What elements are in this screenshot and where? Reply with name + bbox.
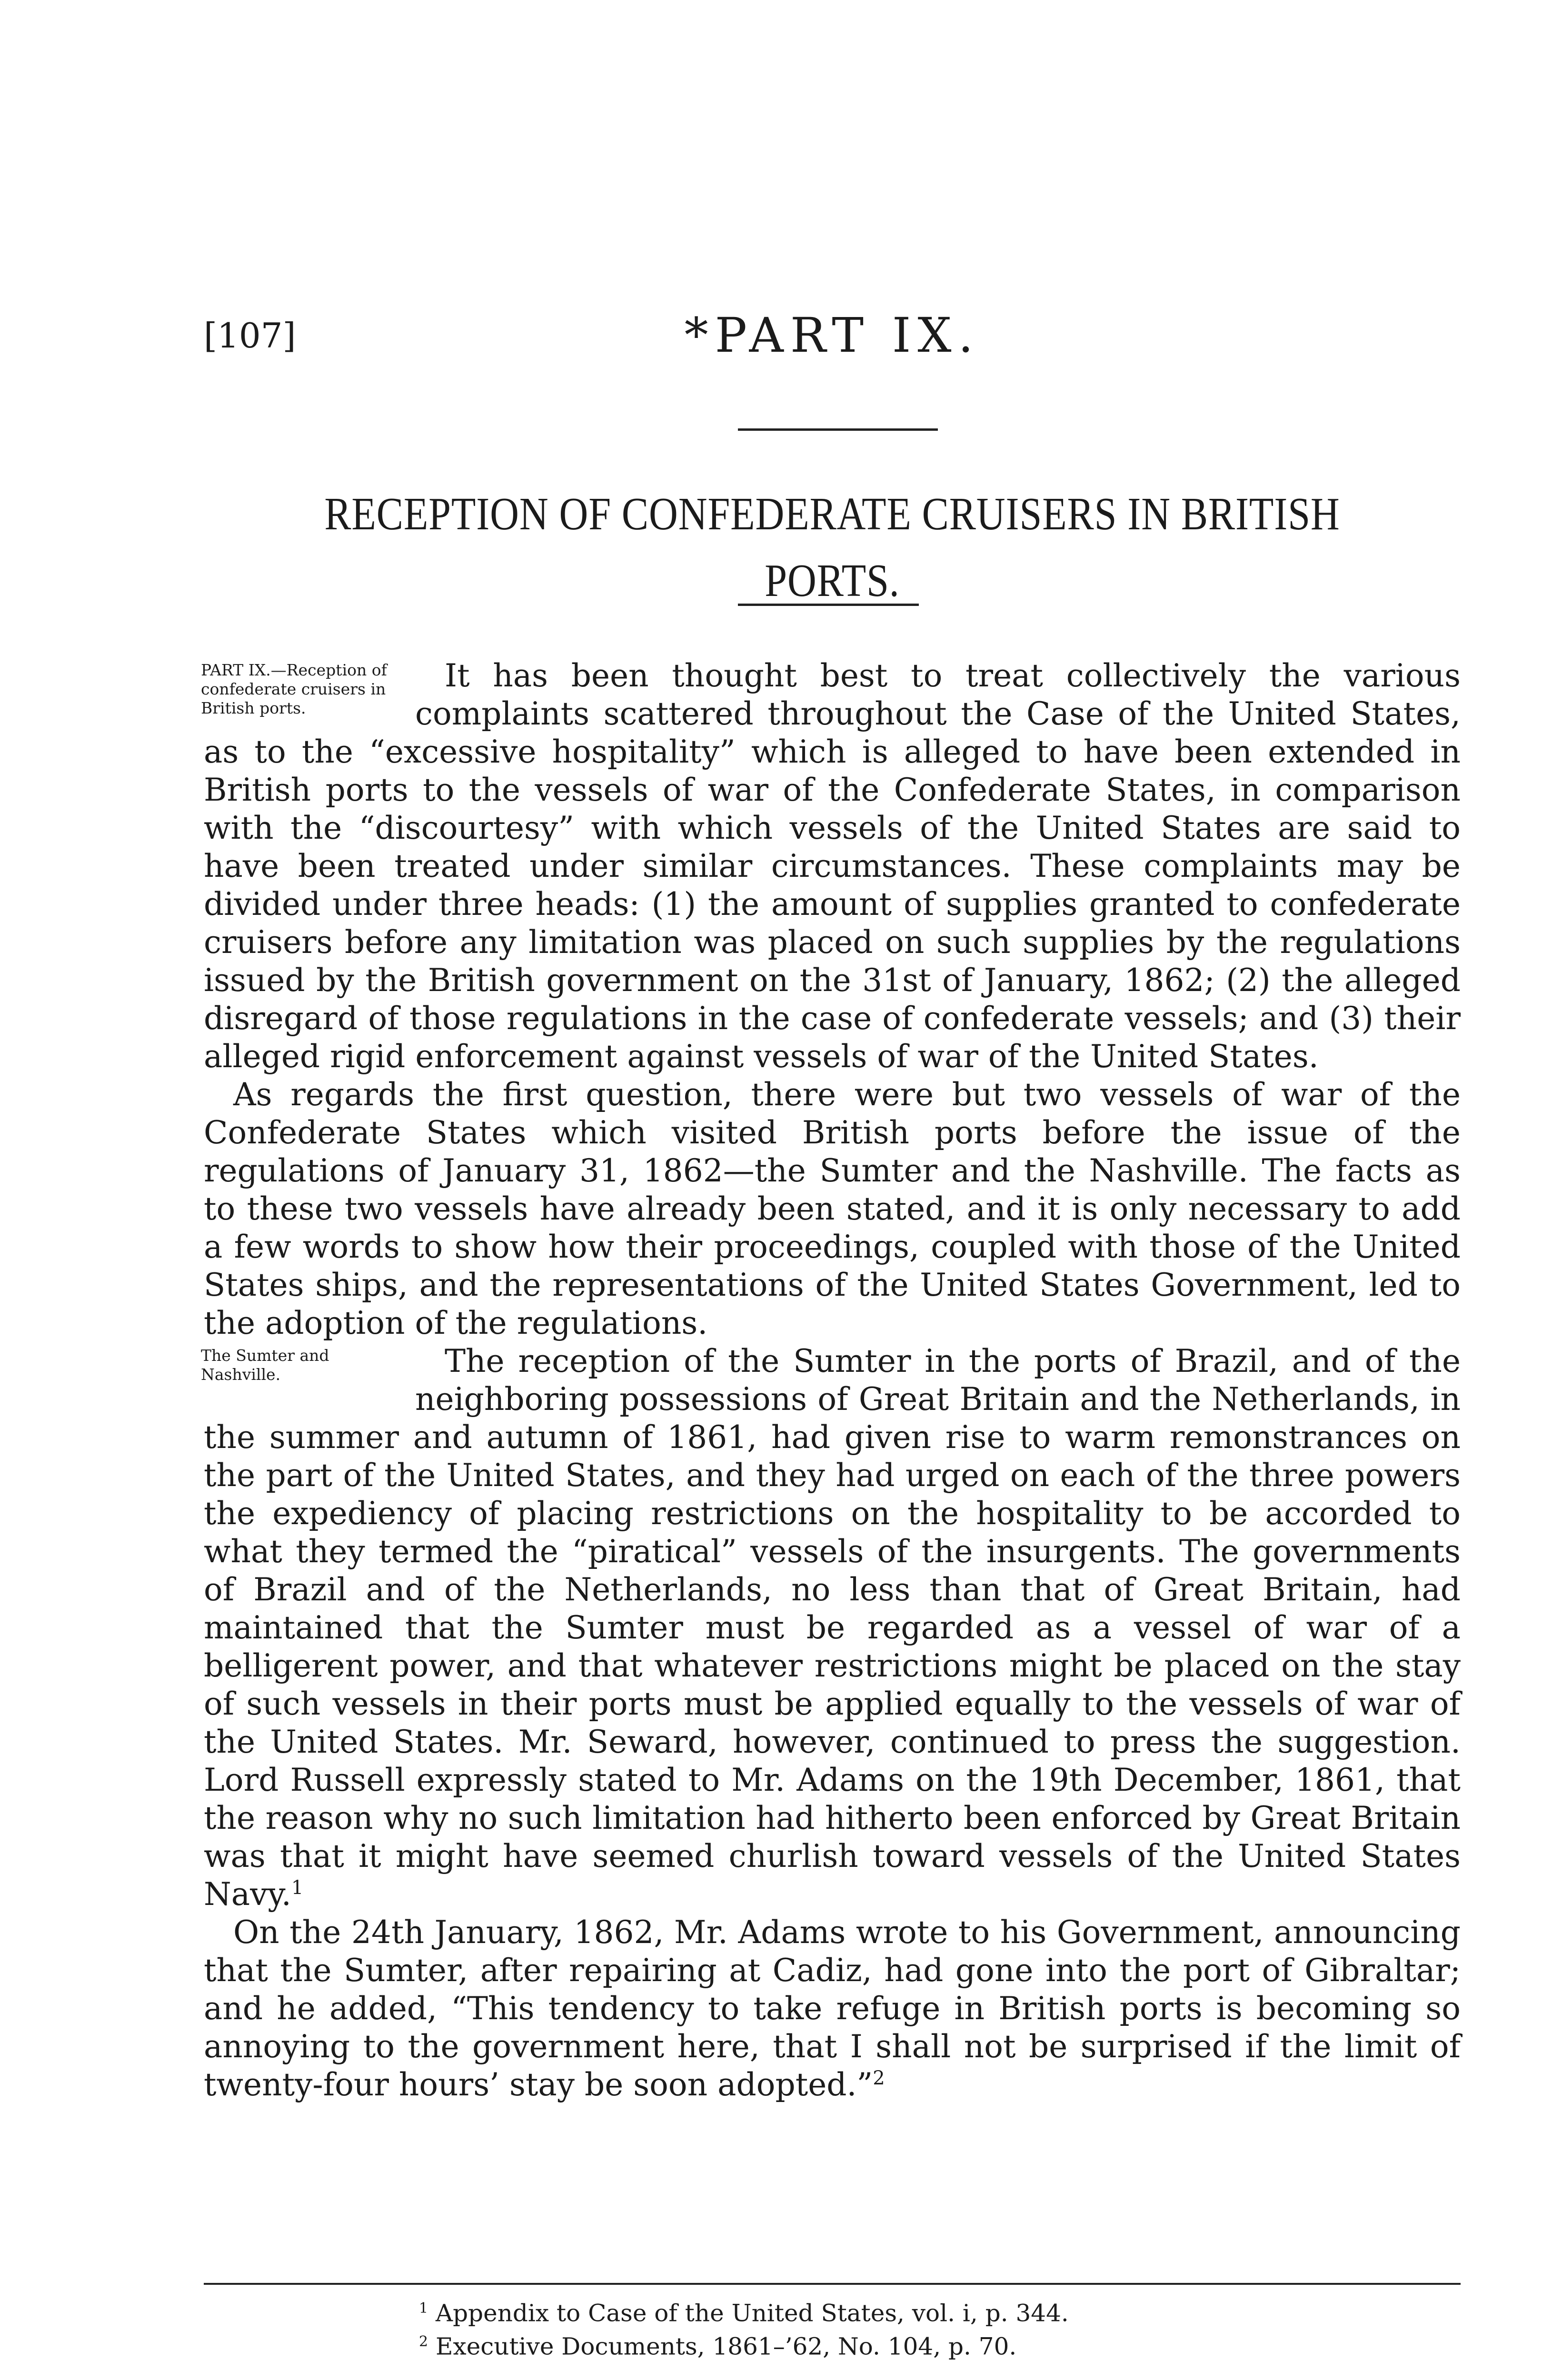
paragraph-2-text: As regards the first question, there were but two vessels of war of the Confederate States which visited British ports before the issue of the regulations of January 31, 1862—the Sumter and the Nashville. The facts as to these two vessels have already been stated, and it is only necessary to add a few words to show how their proceedings, coupled with those of the United States ships, and the representations of the United States Government, led to the adoption of the regulations.	[204, 1076, 1461, 1341]
body-text	[201, 657, 1461, 2104]
section-title: RECEPTION OF CONFEDERATE CRUISERS IN BRITISH PORTS.	[324, 488, 1340, 606]
paragraph-2	[204, 1076, 1461, 1342]
paragraph-4	[204, 1914, 1461, 2104]
footnote-1-mark: 1	[419, 2300, 428, 2317]
paragraph-3	[201, 1342, 1461, 1914]
paragraph-4-text: On the 24th January, 1862, Mr. Adams wrote to his Government, announcing that the Sumter, after repairing at Cadiz, had gone into the port of Gibraltar; and he added, “This tendency to take refuge in British ports is becoming so annoying to the government here, that I shall not be surprised if the limit of twenty-four hours’ stay be soon adopted.”	[204, 1914, 1461, 2103]
paragraph-3-text: The reception of the Sumter in the ports of Brazil, and of the neighboring possessions of Great Britain and the Netherlands, in the summer and autumn of 1861, had given rise to warm remonstrances on the part of the United States, and they had urged on each of the three powers the expediency of placing restrictions on the hospitality to be accorded to what they termed the “piratical” vessels of the insurgents. The governments of Brazil and of the Netherlands, no less than that of Great Britain, had maintained that the Sumter must be regarded as a vessel of war of a belligerent power, and that whatever restrictions might be placed on the stay of such vessels in their ports must be applied equally to the vessels of war of the United States. Mr. Seward, however, continued to press the suggestion. Lord Russell expressly stated to Mr. Adams on the 19th December, 1861, that the reason why no such limitation had hitherto been enforced by Great Britain was that it might have seemed churlish toward vessels of the United States Navy.	[204, 1343, 1461, 1913]
part-title: *PART IX.	[684, 307, 980, 363]
title-rule-bottom	[738, 604, 919, 606]
paragraph-1	[201, 657, 1461, 1076]
page-number: [107]	[204, 316, 296, 356]
margin-note-part-ix: PART IX.—Reception of confederate cruisers in British ports.	[201, 661, 387, 717]
footnotes	[419, 2294, 1466, 2360]
footnote-2-text: Executive Documents, 1861–’62, No. 104, p. 70.	[436, 2332, 1017, 2360]
footnote-ref-2[interactable]: 2	[873, 2067, 885, 2089]
title-rule-top	[738, 428, 938, 431]
footnote-2-mark: 2	[419, 2333, 428, 2350]
paragraph-1-text: It has been thought best to treat collectively the various complaints scattered throughout the Case of the United States, as to the “excessive hospitality” which is alleged to have been extended in British ports to the vessels of war of the Confederate States, in comparison with the “discourtesy” with which vessels of the United States are said to have been treated under similar circumstances. These complaints may be divided under three heads: (1) the amount of supplies granted to confederate cruisers before any limitation was placed on such supplies by the regulations issued by the British government on the 31st of January, 1862; (2) the alleged disregard of those regulations in the case of confederate vessels; and (3) their alleged rigid enforcement against vessels of war of the United States.	[204, 657, 1461, 1075]
footnote-2	[419, 2328, 1466, 2361]
footnote-1	[419, 2294, 1466, 2328]
margin-note-sumter-nashville: The Sumter and Nashville.	[201, 1346, 329, 1384]
footnote-divider	[204, 2283, 1461, 2285]
footnote-1-text: Appendix to Case of the United States, vol. i, p. 344.	[436, 2299, 1069, 2327]
page-header	[204, 309, 1461, 362]
footnote-ref-1[interactable]: 1	[291, 1877, 304, 1899]
